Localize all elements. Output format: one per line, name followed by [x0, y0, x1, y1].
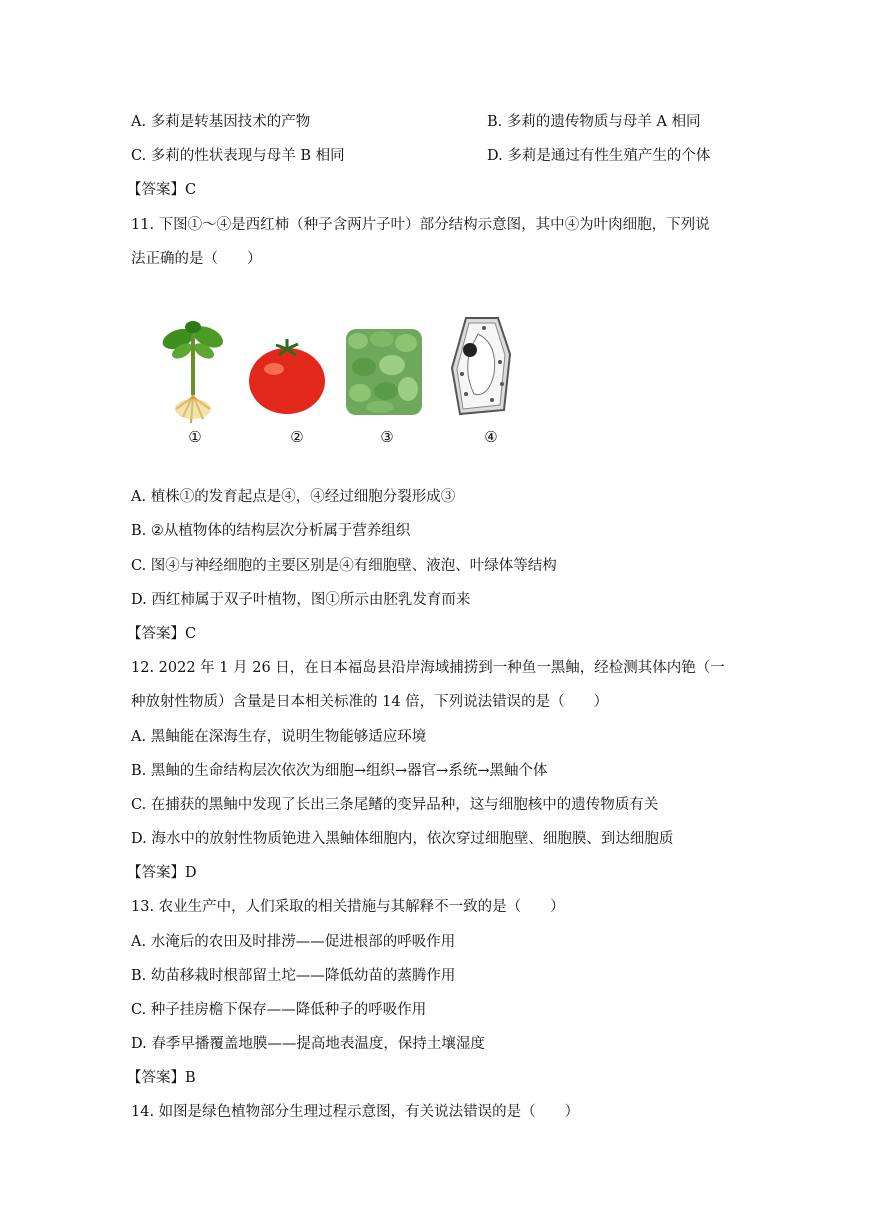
q12-option-b: B. 黑鲉的生命结构层次依次为细胞→组织→器官→系统→黑鲉个体	[131, 763, 548, 779]
seedling-image	[158, 317, 228, 427]
q11-option-d: D. 西红柿属于双子叶植物，图①所示由胚乳发育而来	[131, 592, 471, 608]
q13-answer: 【答案】B	[127, 1070, 196, 1086]
q10-answer: 【答案】C	[127, 182, 197, 198]
figure-label-1: ①	[188, 428, 202, 446]
tomato-image	[246, 337, 328, 417]
figure-label-4: ④	[484, 428, 498, 446]
q11-option-c: C. 图④与神经细胞的主要区别是④有细胞壁、液泡、叶绿体等结构	[131, 558, 557, 574]
figure-label-3: ③	[380, 428, 394, 446]
plant-cell-image	[448, 314, 514, 418]
q12-stem-line1: 12. 2022 年 1 月 26 日，在日本福岛县沿岸海域捕捞到一种鱼一黑鲉，经检测其体内铯（一	[131, 660, 725, 676]
q10-option-a: A. 多莉是转基因技术的产物	[131, 114, 311, 130]
leaf-tissue-image	[344, 327, 424, 417]
q11-answer: 【答案】C	[127, 626, 197, 642]
q12-option-a: A. 黑鲉能在深海生存，说明生物能够适应环境	[131, 729, 427, 745]
q10-option-d: D. 多莉是通过有性生殖产生的个体	[487, 148, 711, 164]
q13-option-c: C. 种子挂房檐下保存——降低种子的呼吸作用	[131, 1002, 427, 1018]
q11-option-b: B. ②从植物体的结构层次分析属于营养组织	[131, 523, 411, 539]
q11-stem-line2: 法正确的是（ ）	[131, 251, 262, 267]
q12-answer: 【答案】D	[127, 865, 197, 881]
q10-option-b: B. 多莉的遗传物质与母羊 A 相同	[487, 114, 701, 130]
q13-option-a: A. 水淹后的农田及时排涝——促进根部的呼吸作用	[131, 934, 456, 950]
q14-stem: 14. 如图是绿色植物部分生理过程示意图，有关说法错误的是（ ）	[131, 1104, 580, 1120]
q13-option-b: B. 幼苗移栽时根部留土坨——降低幼苗的蒸腾作用	[131, 968, 456, 984]
q12-option-d: D. 海水中的放射性物质铯进入黑鲉体细胞内，依次穿过细胞壁、细胞膜、到达细胞质	[131, 831, 674, 847]
q10-option-c: C. 多莉的性状表现与母羊 B 相同	[131, 148, 345, 164]
figure-label-2: ②	[290, 428, 304, 446]
q11-stem-line1: 11. 下图①～④是西红柿（种子含两片子叶）部分结构示意图，其中④为叶肉细胞，下列说	[131, 217, 710, 233]
q11-option-a: A. 植株①的发育起点是④，④经过细胞分裂形成③	[131, 489, 456, 505]
q13-stem: 13. 农业生产中，人们采取的相关措施与其解释不一致的是（ ）	[131, 899, 565, 915]
q12-stem-line2: 种放射性物质）含量是日本相关标准的 14 倍，下列说法错误的是（ ）	[131, 694, 609, 710]
q13-option-d: D. 春季早播覆盖地膜——提高地表温度，保持土壤湿度	[131, 1036, 485, 1052]
q12-option-c: C. 在捕获的黑鲉中发现了长出三条尾鳍的变异品种，这与细胞核中的遗传物质有关	[131, 797, 659, 813]
q11-figure	[158, 312, 518, 452]
